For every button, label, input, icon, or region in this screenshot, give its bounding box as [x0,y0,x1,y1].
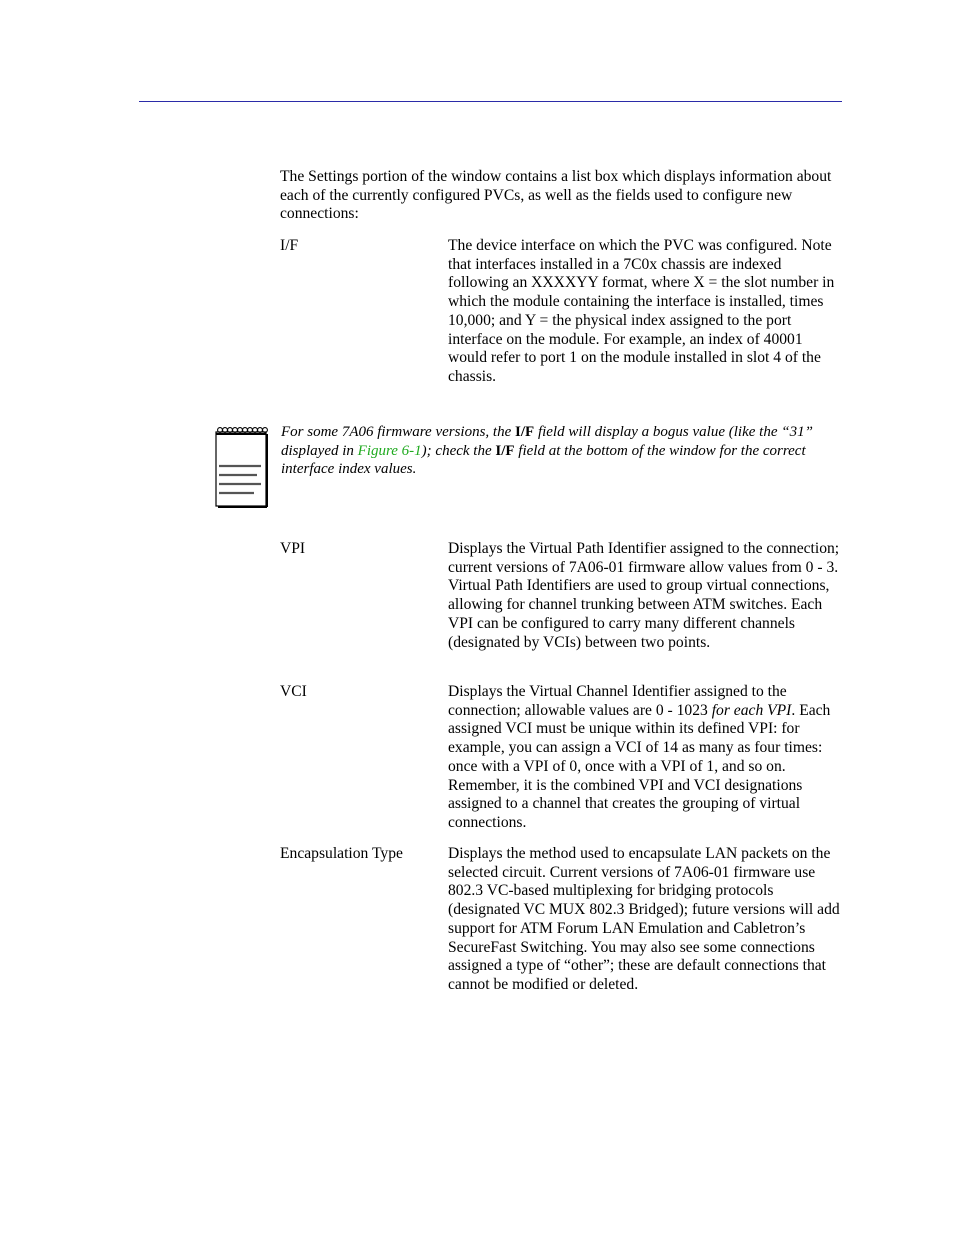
definition-vci-emphasis: for each VPI [711,701,792,719]
note-text-part1: For some 7A06 firmware versions, the [281,424,516,440]
note-text-part2: field will display a bogus value (like the “31” displayed in [281,424,813,459]
definition-vci-part2: . Each assigned VCI must be unique within its defined VPI: for example, you can assign a VCI of 14 as many as four times: once with a VPI of 0, once with a VPI of 1, and so on. Remember, it is the combined VPI and VCI designations assigned to a channel that creates the grouping of virtual connections. [448,701,831,831]
header-rule [139,101,842,102]
note-text-part4: field at the bottom of the window for the correct interface index values. [281,442,806,478]
note-text [281,423,846,479]
definition-encapsulation-type: Displays the method used to encapsulate LAN packets on the selected circuit. Current versions of 7A06-01 firmware use 802.3 VC-based multiplexing for bridging protocols (designated VC MUX 802.3 Bridged); future versions will add support for ATM Forum LAN Emulation and Cabletron’s SecureFast Switching. You may also see some connections assigned a type of “other”; these are default connections that cannot be modified or deleted. [448,845,840,993]
figure-link[interactable]: Figure 6-1 [357,442,422,459]
notepad-icon [214,424,270,508]
term-vpi: VPI [280,540,306,557]
note-field-if-2: I/F [495,442,515,459]
intro-paragraph: The Settings portion of the window contains a list box which displays information about each of the currently configured PVCs, as well as the fields used to configure new connections: [280,168,832,223]
note-field-if: I/F [515,424,535,440]
definition-if: The device interface on which the PVC was configured. Note that interfaces installed in a 7C0x chassis are indexed following an XXXXYY format, where X = the slot number in which the module containing the interface is installed, times 10,000; and Y = the physical index assigned to the port interface on the module. For example, an index of 40001 would refer to port 1 on the module installed in slot 4 of the chassis. [448,237,835,385]
definition-vci [448,683,843,833]
term-vci: VCI [280,683,307,700]
definition-vpi: Displays the Virtual Path Identifier assigned to the connection; current versions of 7A06-01 firmware allow values from 0 - 3. Virtual Path Identifiers are used to group virtual connections, allowing for channel trunking between ATM switches. Each VPI can be configured to carry many different channels (designated by VCIs) between two points. [448,540,840,651]
term-encapsulation-type: Encapsulation Type [280,845,403,862]
note-text-part3: ); check the [421,442,496,459]
term-if: I/F [280,237,299,254]
definition-vci-part1: Displays the Virtual Channel Identifier assigned to the connection; allowable values are 0 - 1023 [448,683,787,719]
